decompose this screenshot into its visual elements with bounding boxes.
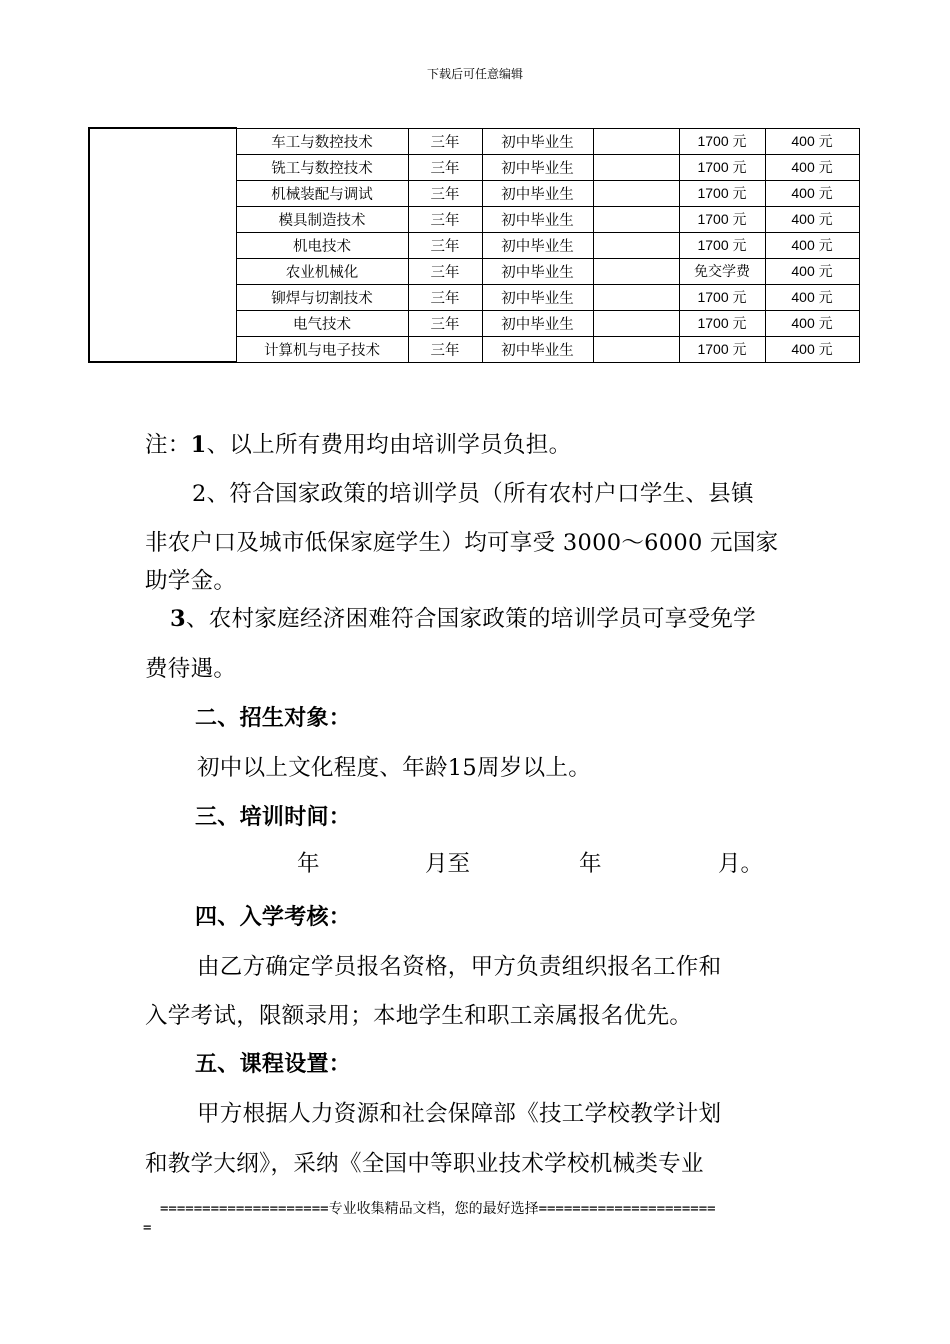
training-end-month: 月。 (718, 851, 764, 877)
table-cell: 1700 元 (679, 310, 765, 336)
section-4-line-1: 由乙方确定学员报名资格，甲方负责组织报名工作和 (197, 954, 722, 980)
table-cell: 初中毕业生 (482, 206, 593, 232)
table-cell (593, 258, 679, 284)
table-cell: 三年 (408, 180, 482, 206)
section-4-line-2: 入学考试，限额录用；本地学生和职工亲属报名优先。 (145, 1003, 693, 1029)
table-cell: 初中毕业生 (482, 154, 593, 180)
table-row (89, 128, 859, 154)
page-footer-continuation: = (143, 1220, 152, 1236)
table-cell: 车工与数控技术 (236, 128, 408, 154)
table-cell: 机电技术 (236, 232, 408, 258)
table-cell (593, 232, 679, 258)
section-2-title: 二、招生对象： (195, 706, 352, 731)
table-cell: 400 元 (765, 206, 859, 232)
note-2-line-3: 助学金。 (145, 568, 237, 594)
table-cell: 初中毕业生 (482, 232, 593, 258)
table-cell: 1700 元 (679, 232, 765, 258)
table-cell: 铆焊与切割技术 (236, 284, 408, 310)
page-header: 下载后可任意编辑 (426, 67, 523, 81)
table-cell: 400 元 (765, 258, 859, 284)
section-3-title: 三、培训时间： (195, 805, 352, 830)
table-cell: 400 元 (765, 128, 859, 154)
table-cell (593, 284, 679, 310)
training-start-year: 年 (297, 851, 320, 877)
table-cell: 三年 (408, 154, 482, 180)
merged-left-cell (89, 128, 236, 362)
table-cell: 三年 (408, 232, 482, 258)
table-cell: 免交学费 (679, 258, 765, 284)
table-cell: 计算机与电子技术 (236, 336, 408, 362)
table-cell: 1700 元 (679, 154, 765, 180)
table-cell: 1700 元 (679, 180, 765, 206)
table-cell: 1700 元 (679, 206, 765, 232)
table-cell: 400 元 (765, 284, 859, 310)
table-cell: 400 元 (765, 232, 859, 258)
table-cell: 三年 (408, 206, 482, 232)
table-cell (593, 336, 679, 362)
table-cell: 农业机械化 (236, 258, 408, 284)
section-5-title: 五、课程设置： (195, 1052, 352, 1077)
table-cell: 400 元 (765, 336, 859, 362)
training-end-year: 年 (579, 851, 602, 877)
table-cell: 400 元 (765, 180, 859, 206)
table-cell: 400 元 (765, 154, 859, 180)
table-cell (593, 128, 679, 154)
table-cell: 初中毕业生 (482, 284, 593, 310)
section-5-line-1: 甲方根据人力资源和社会保障部《技工学校教学计划 (197, 1101, 722, 1127)
table-cell: 1700 元 (679, 128, 765, 154)
table-cell (593, 154, 679, 180)
table-cell: 1700 元 (679, 284, 765, 310)
table-cell (593, 180, 679, 206)
note-1: 注：1、以上所有费用均由培训学员负担。 (145, 432, 572, 458)
note-3-line-1: 3、农村家庭经济困难符合国家政策的培训学员可享受免学 (170, 606, 756, 632)
table-cell: 电气技术 (236, 310, 408, 336)
table-cell: 三年 (408, 258, 482, 284)
note-3-line-2: 费待遇。 (145, 656, 237, 682)
section-4-title: 四、入学考核： (195, 905, 352, 930)
note-2-line-2: 非农户口及城市低保家庭学生）均可享受 3000～6000 元国家 (145, 530, 779, 556)
training-start-month: 月至 (425, 851, 471, 877)
table-cell (593, 310, 679, 336)
table-cell: 三年 (408, 310, 482, 336)
table-cell: 铣工与数控技术 (236, 154, 408, 180)
table-cell: 初中毕业生 (482, 180, 593, 206)
table-cell: 初中毕业生 (482, 310, 593, 336)
section-5-line-2: 和教学大纲》，采纳《全国中等职业技术学校机械类专业 (145, 1151, 704, 1177)
table-cell: 机械装配与调试 (236, 180, 408, 206)
table-cell: 400 元 (765, 310, 859, 336)
table-cell: 初中毕业生 (482, 128, 593, 154)
note-2-line-1: 2、符合国家政策的培训学员（所有农村户口学生、县镇 (192, 481, 754, 507)
table-cell: 三年 (408, 336, 482, 362)
table-cell: 初中毕业生 (482, 258, 593, 284)
fee-table (88, 127, 860, 363)
table-cell: 1700 元 (679, 336, 765, 362)
table-cell: 模具制造技术 (236, 206, 408, 232)
table-cell (593, 206, 679, 232)
table-cell: 初中毕业生 (482, 336, 593, 362)
section-2-text: 初中以上文化程度、年龄15周岁以上。 (197, 755, 592, 781)
table-cell: 三年 (408, 128, 482, 154)
page-footer: ====================专业收集精品文档，您的最好选择===================== (160, 1201, 716, 1217)
table-cell: 三年 (408, 284, 482, 310)
